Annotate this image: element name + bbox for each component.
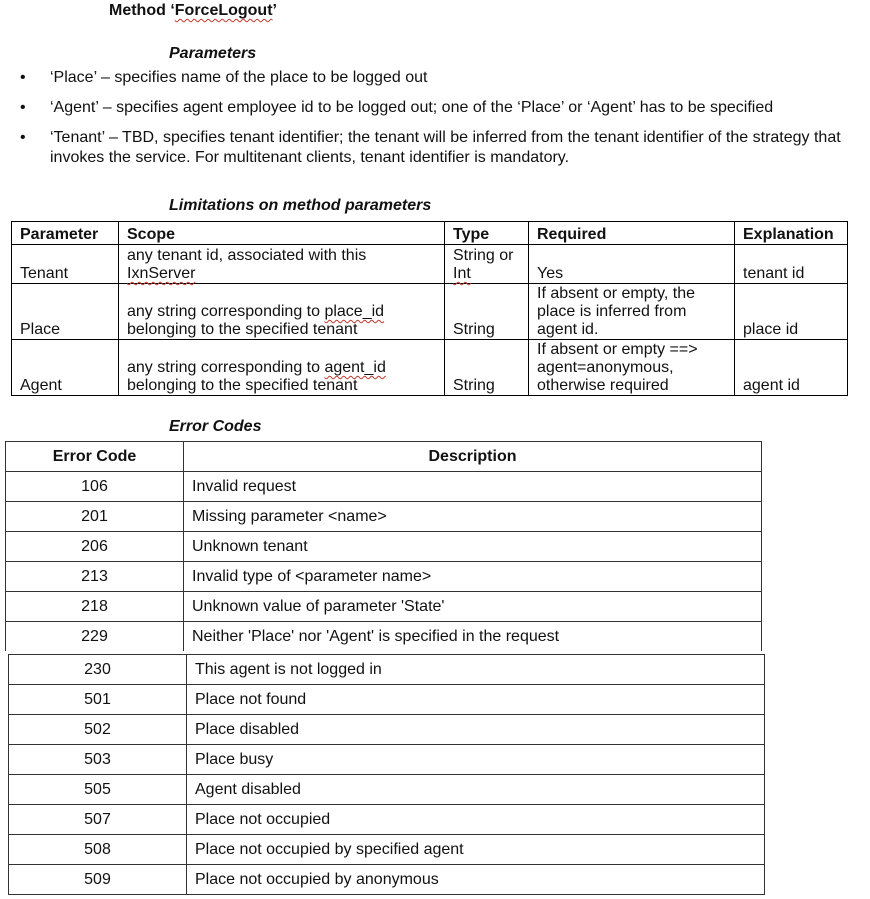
error-description: Unknown tenant [184,532,762,562]
column-header: Explanation [735,222,848,245]
error-code: 106 [6,472,184,502]
error-description: Invalid request [184,472,762,502]
parameters-list [20,68,870,178]
type-text: String or [453,247,514,264]
bullet-icon: • [20,99,26,116]
table-row [6,532,762,562]
table-cell [119,245,445,284]
bullet-text: ‘Agent’ – specifies agent employee id to be logged out; one of the ‘Place’ or ‘Agent’ has to be specified [50,99,774,116]
error-description: Place busy [187,745,765,775]
error-code: 206 [6,532,184,562]
table-cell [445,245,529,284]
table-row [6,472,762,502]
table-cell: If absent or empty ==> agent=anonymous, otherwise required [529,340,735,396]
error-description: Place not occupied by specified agent [187,835,765,865]
error-code: 201 [6,502,184,532]
scope-text: any string corresponding to [127,303,325,320]
table-cell: place id [735,284,848,340]
error-description: Unknown value of parameter 'State' [184,592,762,622]
table-row [9,655,765,685]
table-cell: Tenant [12,245,119,284]
list-item [20,68,870,88]
title-prefix: Method ‘ [109,2,175,19]
method-name: ForceLogout [174,2,273,19]
table-cell: Place [12,284,119,340]
error-code: 509 [9,865,187,895]
error-description: Place not found [187,685,765,715]
scope-term: place_id [324,303,385,320]
bullet-text: ‘Place’ – specifies name of the place to be logged out [50,69,428,86]
table-row [9,685,765,715]
limitations-heading: Limitations on method parameters [169,197,432,214]
error-code: 508 [9,835,187,865]
table-row [12,284,848,340]
table-cell: tenant id [735,245,848,284]
error-code: 503 [9,745,187,775]
column-header: Type [445,222,529,245]
type-term: Int [453,265,471,282]
table-row [9,745,765,775]
table-cell: String [445,284,529,340]
error-description: Place not occupied [187,805,765,835]
table-row [6,622,762,652]
table-row [9,805,765,835]
parameters-heading: Parameters [169,45,257,62]
table-row [12,245,848,284]
table-cell [119,284,445,340]
table-cell: agent id [735,340,848,396]
table-row [9,835,765,865]
column-header: Scope [119,222,445,245]
error-code: 213 [6,562,184,592]
error-description: Agent disabled [187,775,765,805]
error-code: 505 [9,775,187,805]
error-description: This agent is not logged in [187,655,765,685]
table-row [9,865,765,895]
error-codes-table [5,441,762,651]
table-cell: If absent or empty, the place is inferred from agent id. [529,284,735,340]
table-row [6,502,762,532]
list-item [20,98,870,118]
title-suffix: ’ [272,2,277,19]
table-row [6,562,762,592]
table-cell: Yes [529,245,735,284]
error-code: 230 [9,655,187,685]
limitations-table [11,221,848,396]
scope-text: any string corresponding to [127,359,325,376]
table-row [9,715,765,745]
column-header: Required [529,222,735,245]
bullet-text: ‘Tenant’ – TBD, specifies tenant identifier; the tenant will be inferred from the tenant identifier of the strategy that invokes the service. For multitenant clients, tenant identifier is mandatory. [50,129,841,166]
error-code: 218 [6,592,184,622]
scope-term: IxnServer [127,265,196,282]
table-cell: String [445,340,529,396]
error-description: Neither 'Place' nor 'Agent' is specified in the request [184,622,762,652]
scope-text: belonging to the specified tenant [127,321,358,338]
error-code: 229 [6,622,184,652]
page-title [109,2,277,20]
error-codes-heading: Error Codes [169,418,262,435]
column-header: Description [184,442,762,472]
error-codes-table-continued [8,654,765,895]
table-row [12,340,848,396]
list-item [20,128,870,168]
error-description: Place not occupied by anonymous [187,865,765,895]
table-cell [119,340,445,396]
scope-term: agent_id [324,359,386,376]
column-header: Error Code [6,442,184,472]
scope-text: any tenant id, associated with this [127,247,367,264]
error-description: Missing parameter <name> [184,502,762,532]
scope-text: belonging to the specified tenant [127,377,358,394]
error-code: 501 [9,685,187,715]
table-cell: Agent [12,340,119,396]
bullet-icon: • [20,69,26,86]
error-code: 507 [9,805,187,835]
table-header-row [12,222,848,245]
column-header: Parameter [12,222,119,245]
table-header-row [6,442,762,472]
bullet-icon: • [20,129,26,146]
error-code: 502 [9,715,187,745]
table-row [6,592,762,622]
error-description: Invalid type of <parameter name> [184,562,762,592]
table-row [9,775,765,805]
error-description: Place disabled [187,715,765,745]
